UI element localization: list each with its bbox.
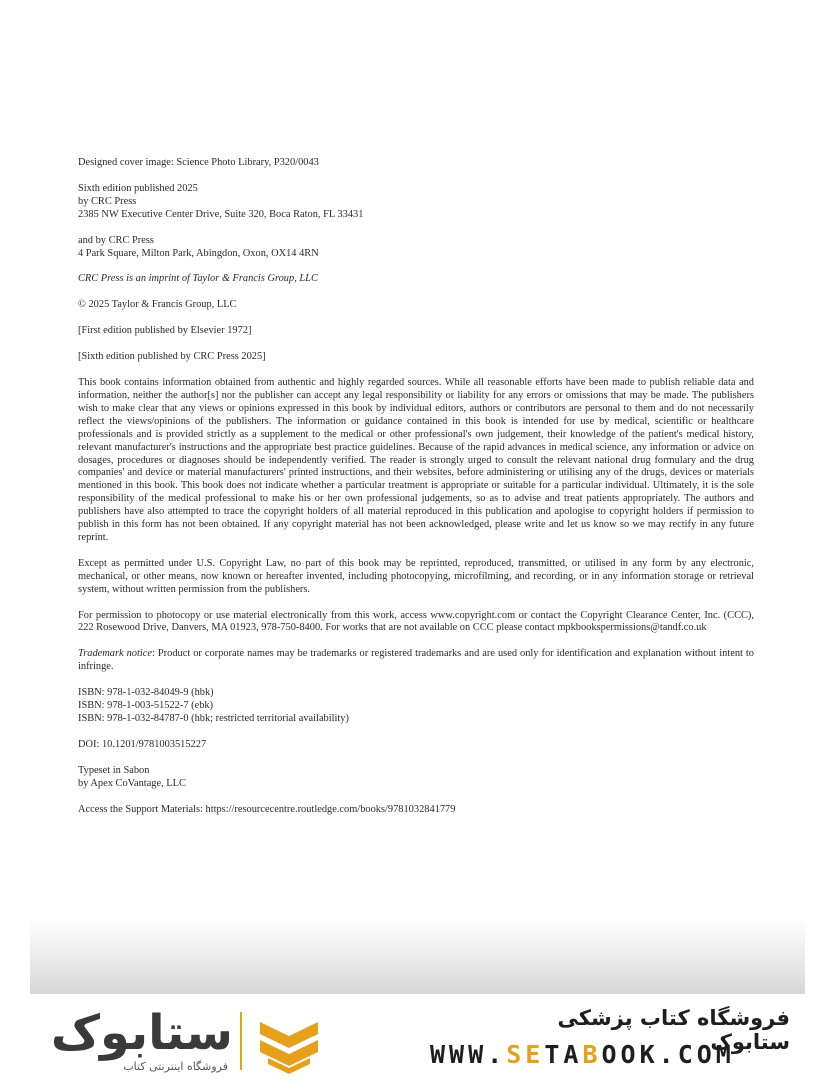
uk-publisher-line: and by CRC Press: [78, 234, 154, 246]
url-part-2: TA: [544, 1040, 583, 1069]
book-chevron-icon: [254, 1014, 324, 1074]
url-part-1: WWW.: [430, 1040, 507, 1069]
typeset-font: Typeset in Sabon: [78, 764, 150, 776]
copyright-content: [78, 157, 754, 830]
first-edition-note: [First edition published by Elsevier 1972]: [78, 325, 252, 337]
uk-office-info: [78, 235, 754, 261]
isbn-hbk: ISBN: 978-1-032-84049-9 (hbk): [78, 687, 214, 699]
typeset-info: [78, 765, 754, 791]
disclaimer-paragraph: This book contains information obtained from authentic and highly regarded sources. While all reasonable efforts have been made to publish reliable data and information, neither the author[s] nor the publisher can accept any legal responsibility or liability for any errors or omissions that may be made. The publishers wish to make clear that any views or opinions expressed in this book by individual editors, authors or contributors are personal to them and do not necessarily reflect the views/opinions of the publishers. The information or guidance contained in this book is intended for use by medical, scientific or healthcare professionals and is provided strictly as a supplement to the medical or other professional's own judgement, their knowledge of the patient's medical history, relevant manufacturer's instructions and the appropriate best practice guidelines. Because of the rapid advances in medical science, any information or advice on dosages, procedures or diagnoses should be independently verified. The reader is strongly urged to consult the relevant national drug formulary and the drug companies' and device or material manufacturers' printed instructions, and their websites, before administering or utilising any of the drugs, devices or materials mentioned in this book. This book does not indicate whether a particular treatment is appropriate or suitable for a particular individual. Ultimately, it is the sole responsibility of the medical professional to make his or her own professional judgements, so as to advise and treat patients appropriately. The authors and publishers have also attempted to trace the copyright holders of all material reproduced in this publication and apologise to copyright holders if permission to publish in this form has not been obtained. If any copyright material has not been acknowledged, please write and let us know so we may rectify in any future reprint.: [78, 377, 754, 543]
publisher-address: 2385 NW Executive Center Drive, Suite 320, Boca Raton, FL 33431: [78, 208, 364, 220]
logo-divider: [240, 1012, 242, 1070]
imprint-note: CRC Press is an imprint of Taylor & Francis Group, LLC: [78, 273, 318, 285]
edition-line: Sixth edition published 2025: [78, 182, 198, 194]
edition-info: [78, 183, 754, 222]
uk-publisher-address: 4 Park Square, Milton Park, Abingdon, Oxon, OX14 4RN: [78, 247, 319, 259]
permissions-paragraph: For permission to photocopy or use material electronically from this work, access www.copyright.com or contact the Copyright Clearance Center, Inc. (CCC), 222 Rosewood Drive, Danvers, MA 01923, 978-750-8400. For works that are not available on CCC please contact mpkbookspermissions@tandf.co.uk: [78, 609, 754, 634]
copyright-law-paragraph: Except as permitted under U.S. Copyright Law, no part of this book may be reprinted, reproduced, transmitted, or utilised in any form by any electronic, mechanical, or other means, now known or hereafter invented, including photocopying, microfilming, and recording, or in any information storage or retrieval system, without written permission from the publishers.: [78, 557, 754, 595]
trademark-label: Trademark notice: [78, 648, 152, 660]
isbn-list: [78, 687, 754, 726]
isbn-ebk: ISBN: 978-1-003-51522-7 (ebk): [78, 700, 214, 712]
support-materials-link[interactable]: Access the Support Materials: https://resourcecentre.routledge.com/books/9781032841779: [78, 803, 456, 815]
trademark-notice: [78, 648, 754, 674]
publisher-line: by CRC Press: [78, 195, 137, 207]
typesetter: by Apex CoVantage, LLC: [78, 777, 186, 789]
trademark-text: : Product or corporate names may be trademarks or registered trademarks and are used only for identification and explanation without intent to infringe.: [78, 648, 755, 673]
sixth-edition-note: [Sixth edition published by CRC Press 2025]: [78, 351, 266, 363]
store-url[interactable]: [430, 1040, 795, 1069]
cover-credit: Designed cover image: Science Photo Library, P320/0043: [78, 157, 319, 168]
page-bottom-shadow: [30, 918, 805, 994]
url-part-3: OOK.COM: [601, 1040, 735, 1069]
store-name: فروشگاه کتاب پزشکی ستابوک: [557, 1006, 790, 1054]
isbn-restricted: ISBN: 978-1-032-84787-0 (hbk; restricted territorial availability): [78, 713, 349, 724]
copyright-notice: © 2025 Taylor & Francis Group, LLC: [78, 299, 237, 311]
setabook-logo: [50, 1005, 328, 1076]
url-accent-1: SE: [506, 1040, 545, 1069]
logo-subtitle: فروشگاه اینترنتی کتاب: [123, 1060, 228, 1073]
doi: DOI: 10.1201/9781003515227: [78, 738, 207, 750]
url-accent-2: B: [582, 1040, 602, 1069]
logo-wordmark: ستابوک: [50, 1005, 233, 1061]
